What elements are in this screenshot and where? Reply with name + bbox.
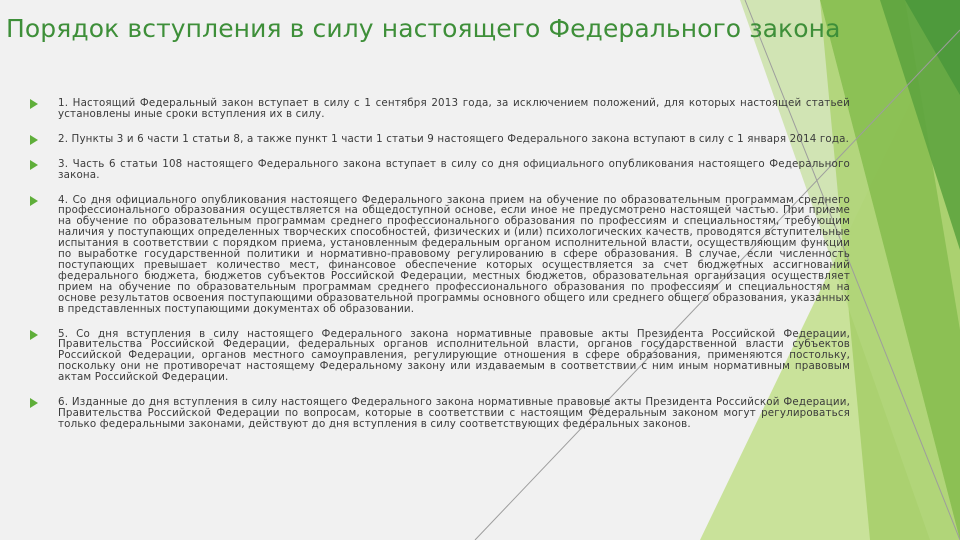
item-text: 4. Со дня официального опубликования настоящего Федерального закона прием на обучение по образовательным программам среднего профессионального образования осуществляется на общедоступной основе, если иное не предусмотрено настоящей частью. При приеме на обучение по образовательным программам среднего профессионального образования по профессиям и специальностям, требующим наличия у поступающих определенных творческих способностей, физических и (или) психологических качеств, проводятся вступительные испытания в соответствии с порядком приема, установленным федеральным органом исполнительной власти, осуществляющим функции по выработке государственной политики и нормативно-правовому регулированию в сфере образования. В случае, если численность поступающих превышает количество мест, финансовое обеспечение которых осуществляется за счет бюджетных ассигнований федерального бюджета, бюджетов субъектов Российской Федерации, местных бюджетов, образовательная организация осуществляет прием на обучение по образовательным программам среднего профессионального образования по профессиям и специальностям на основе результатов освоения поступающими образовательной программы основного общего или среднего общего образования, указанных в представленных поступающими документах об образовании. xyxy=(58,193,850,315)
triangle-bullet-icon xyxy=(30,135,38,145)
list-item xyxy=(30,98,850,120)
triangle-bullet-icon xyxy=(30,196,38,206)
list-item xyxy=(30,195,850,315)
triangle-bullet-icon xyxy=(30,398,38,408)
item-text: 1. Настоящий Федеральный закон вступает в силу с 1 сентября 2013 года, за исключением положений, для которых настоящей статьей установлены иные сроки вступления их в силу. xyxy=(58,97,850,120)
list-item xyxy=(30,397,850,430)
item-text: 6. Изданные до дня вступления в силу настоящего Федерального закона нормативные правовые акты Президента Российской Федерации, Правительства Российской Федерации по вопросам, которые в соответствии с настоящим Федеральным законом могут регулироваться только федеральными законами, действуют до дня вступления в силу соответствующих федеральных законов. xyxy=(58,396,850,430)
item-text: 5. Со дня вступления в силу настоящего Федерального закона нормативные правовые акты Президента Российской Федерации, Правительства Российской Федерации, федеральных органов исполнительной власти, органов государственной власти субъектов Российской Федерации, органов местного самоуправления, регулирующие отношения в сфере образования, применяются постольку, поскольку они не противоречат настоящему Федеральному закону или издаваемым в соответствии с ним иным нормативным правовым актам Российской Федерации. xyxy=(58,327,850,384)
list-item xyxy=(30,329,850,384)
bullet-list xyxy=(30,98,850,444)
list-item xyxy=(30,159,850,181)
item-text: 3. Часть 6 статьи 108 настоящего Федерального закона вступает в силу со дня официального опубликования настоящего Федерального закона. xyxy=(58,157,850,181)
triangle-bullet-icon xyxy=(30,99,38,109)
slide-title: Порядок вступления в силу настоящего Федерального закона xyxy=(6,14,841,43)
triangle-bullet-icon xyxy=(30,330,38,340)
list-item xyxy=(30,134,850,145)
triangle-bullet-icon xyxy=(30,160,38,170)
item-text: 2. Пункты 3 и 6 части 1 статьи 8, а также пункт 1 части 1 статьи 9 настоящего Федерального закона вступают в силу с 1 января 2014 года. xyxy=(58,132,850,145)
